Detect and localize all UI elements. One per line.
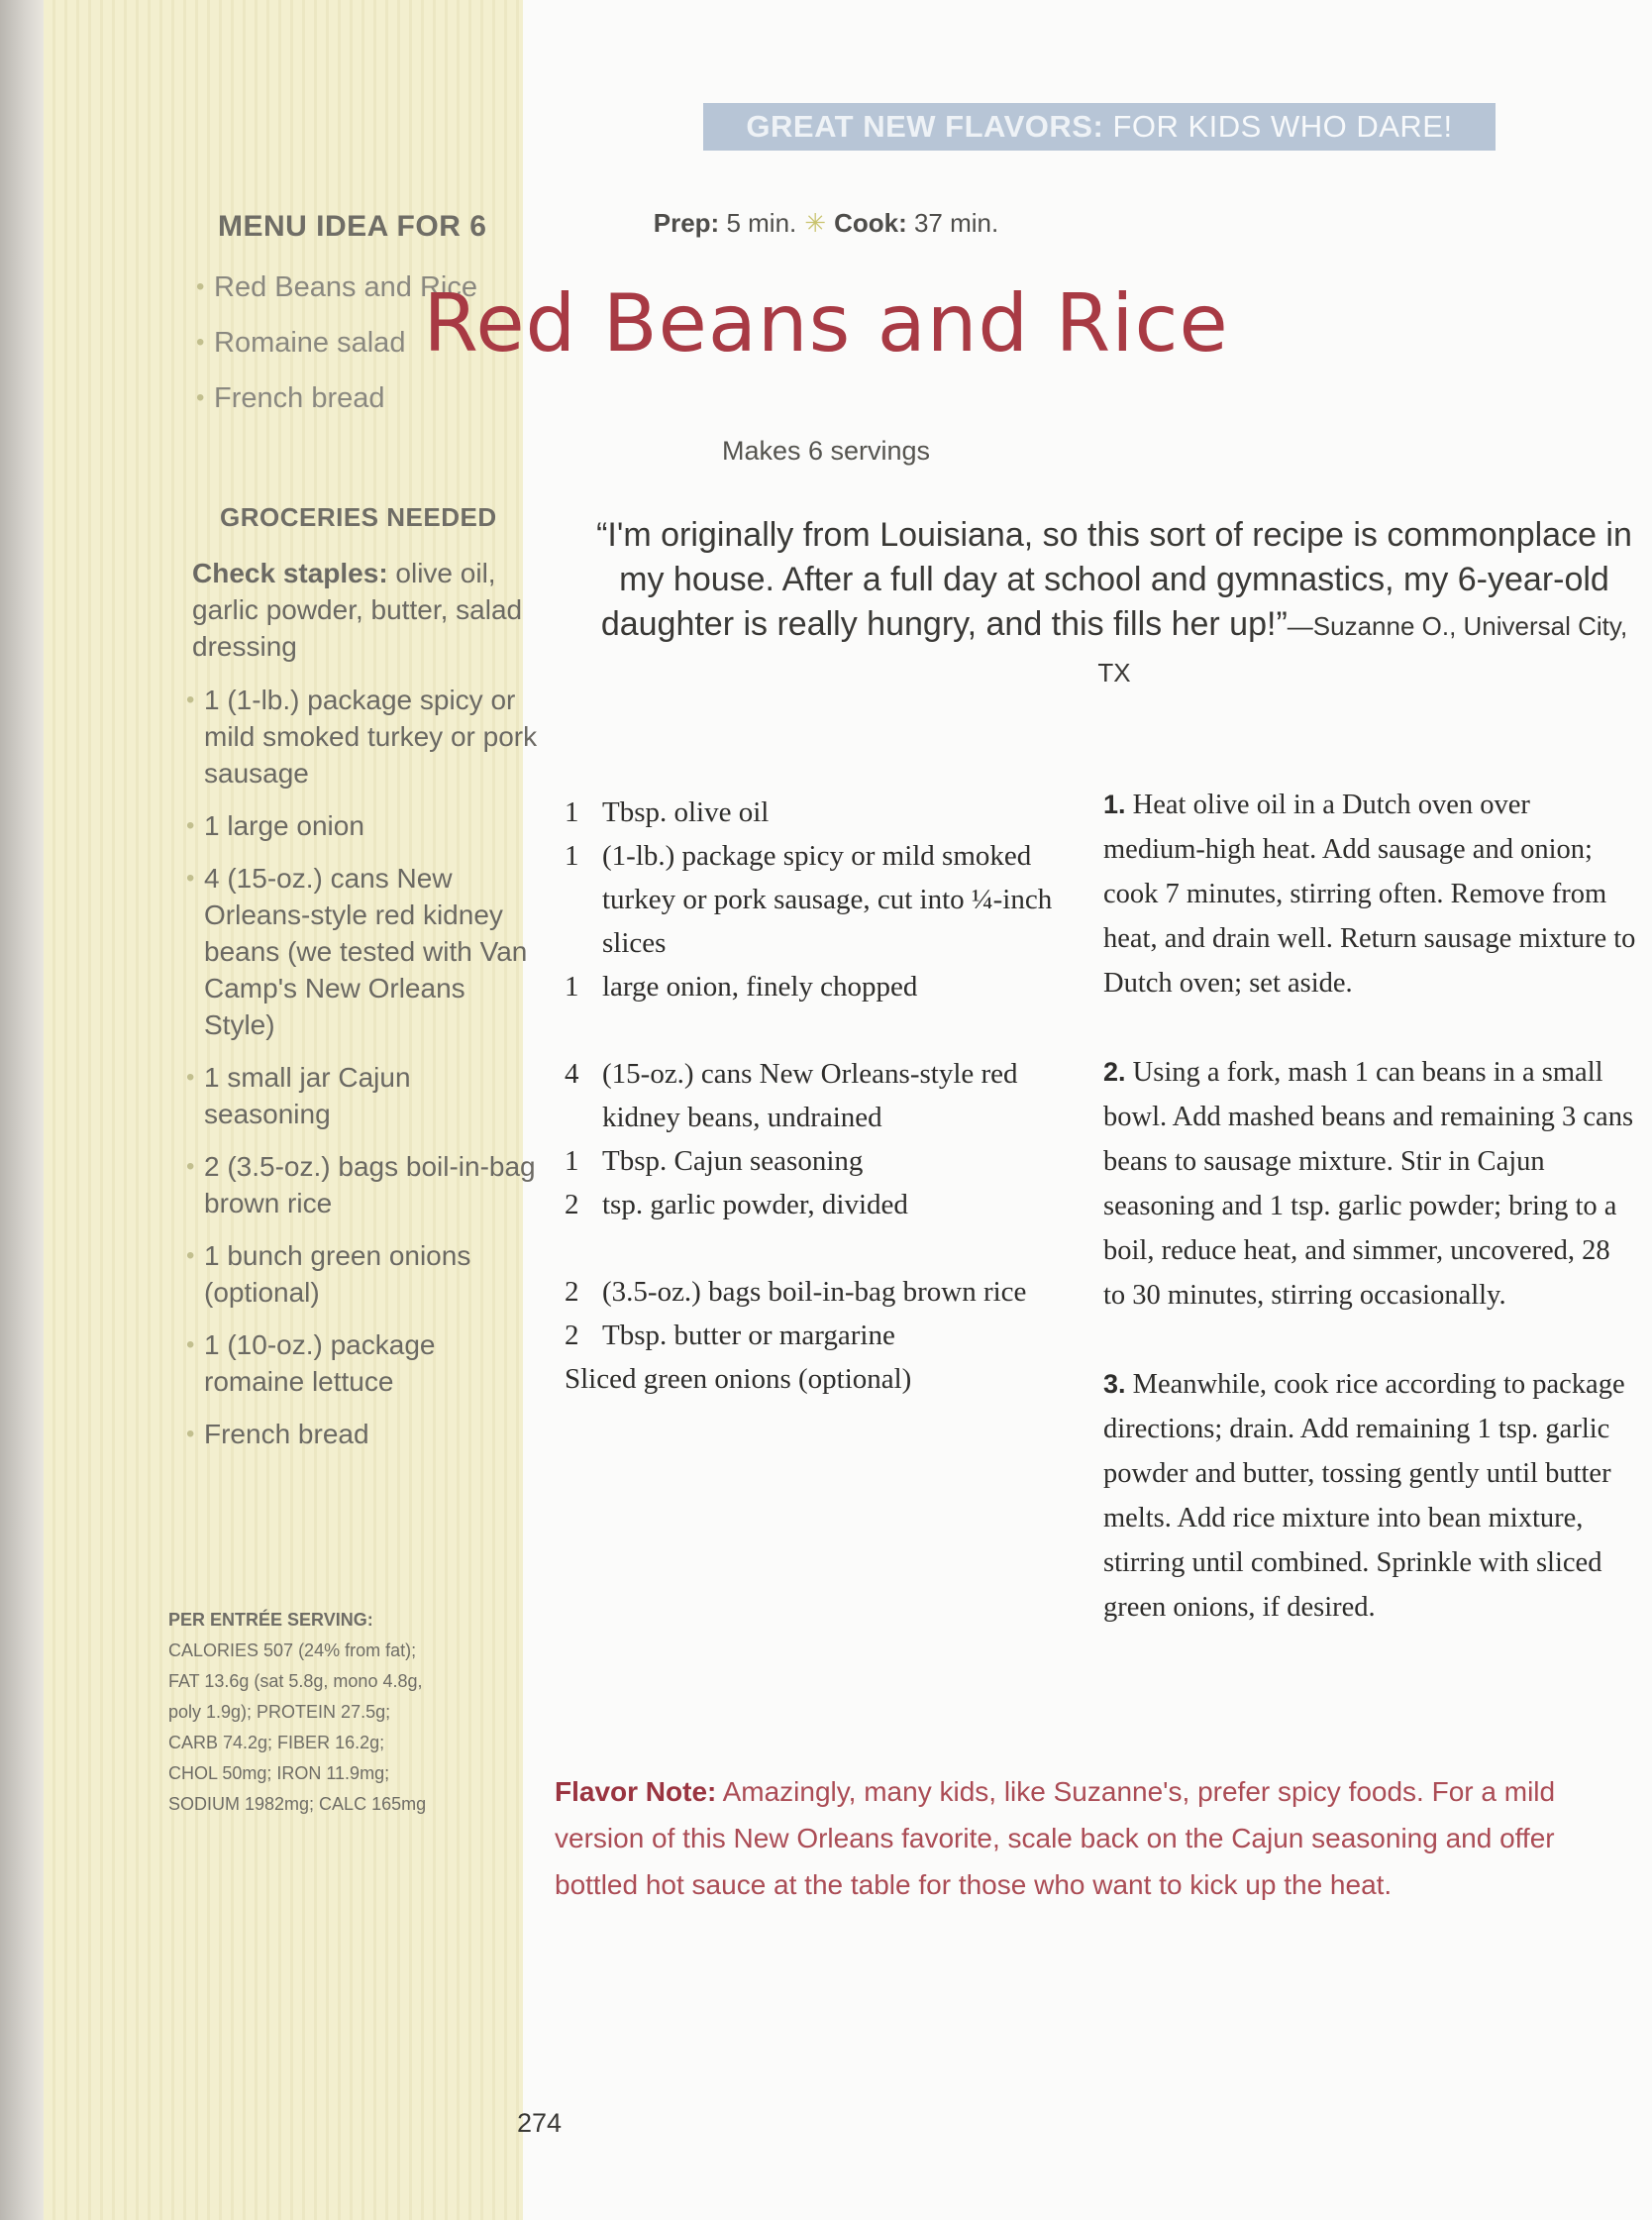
menu-item: • Romaine salad	[194, 315, 477, 370]
servings: Makes 6 servings	[721, 436, 931, 466]
grocery-item: • 1 (1-lb.) package spicy or mild smoked turkey or pork sausage	[184, 682, 541, 792]
groceries-list	[184, 682, 541, 1468]
menu-item: • Red Beans and Rice	[194, 260, 477, 315]
bullet-icon: •	[186, 812, 195, 839]
ingredient-item: 2 tsp. garlic powder, divided	[565, 1189, 908, 1220]
grocery-item: • 1 large onion	[184, 807, 541, 844]
grocery-item: • 2 (3.5-oz.) bags boil-in-bag brown rice	[184, 1148, 541, 1221]
ingredients-list	[565, 791, 1080, 1401]
bullet-icon: •	[186, 1331, 195, 1358]
section-banner: GREAT NEW FLAVORS: FOR KIDS WHO DARE!	[703, 103, 1496, 151]
bullet-icon: •	[186, 1242, 195, 1269]
bullet-icon: •	[196, 273, 205, 300]
grocery-item: • 1 (10-oz.) package romaine lettuce	[184, 1326, 541, 1400]
grocery-item: • 1 small jar Cajun seasoning	[184, 1059, 541, 1132]
menu-idea-heading: MENU IDEA FOR 6	[218, 210, 487, 243]
asterisk-icon: ✳	[804, 208, 827, 238]
groceries-heading: GROCERIES NEEDED	[220, 502, 497, 532]
quote-attribution: —Suzanne O., Universal City, TX	[1097, 611, 1628, 687]
grocery-item: • 1 bunch green onions (optional)	[184, 1237, 541, 1311]
bullet-icon: •	[186, 1064, 195, 1091]
grocery-item: • 4 (15-oz.) cans New Orleans-style red kidney beans (we tested with Van Camp's New Orleans Style)	[184, 860, 541, 1043]
ingredient-item: 2 (3.5-oz.) bags boil-in-bag brown rice	[565, 1276, 1027, 1308]
ingredient-item: 1 (1-lb.) package spicy or mild smoked turkey or pork sausage, cut into ¼-inch slices	[565, 840, 1053, 959]
ingredient-item: 1 Tbsp. Cajun seasoning	[565, 1145, 864, 1177]
bullet-icon: •	[186, 687, 195, 713]
nutrition-info: PER ENTRÉE SERVING: CALORIES 507 (24% from fat); FAT 13.6g (sat 5.8g, mono 4.8g, poly 1.9g); PROTEIN 27.5g; CARB 74.2g; FIBER 16.2g; CHOL 50mg; IRON 11.9mg; SODIUM 1982mg; CALC 165mg	[168, 1610, 427, 1814]
testimonial-quote: “I'm originally from Louisiana, so this sort of recipe is commonplace in my house. After a full day at school and gymnastics, my 6-year-old daughter is really hungry, and this fills her up!”—Suzanne O., Universal City, TX	[596, 516, 1632, 687]
bullet-icon: •	[196, 384, 205, 411]
staples-note: Check staples: olive oil, garlic powder, butter, salad dressing	[192, 558, 523, 662]
bullet-icon: •	[186, 1153, 195, 1180]
ingredient-item: 1 Tbsp. olive oil	[565, 796, 770, 828]
instructions	[1103, 783, 1638, 1674]
step-1: 1. Heat olive oil in a Dutch oven over medium-high heat. Add sausage and onion; cook 7 minutes, stirring often. Remove from heat, and drain well. Return sausage mixture to Dutch oven; set aside.	[1103, 790, 1636, 999]
grocery-item: • French bread	[184, 1416, 541, 1452]
ingredient-item: 4 (15-oz.) cans New Orleans-style red kidney beans, undrained	[565, 1058, 1018, 1133]
step-2: 2. Using a fork, mash 1 can beans in a small bowl. Add mashed beans and remaining 3 cans beans to sausage mixture. Stir in Cajun seasoning and 1 tsp. garlic powder; bring to a boil, reduce heat, and simmer, uncovered, 28 to 30 minutes, stirring occasionally.	[1103, 1057, 1634, 1311]
ingredient-item: 2 Tbsp. butter or margarine	[565, 1320, 895, 1351]
prep-cook-time: Prep: 5 min. ✳ Cook: 37 min.	[653, 208, 999, 238]
flavor-note: Flavor Note: Amazingly, many kids, like Suzanne's, prefer spicy foods. For a mild version of this New Orleans favorite, scale back on the Cajun seasoning and offer bottled hot sauce at the table for those who want to kick up the heat.	[555, 1776, 1556, 1900]
ingredient-item: Sliced green onions (optional)	[565, 1363, 912, 1395]
recipe-title: Red Beans and Rice	[423, 277, 1229, 370]
step-3: 3. Meanwhile, cook rice according to package directions; drain. Add remaining 1 tsp. garlic powder and butter, tossing gently until butter melts. Add rice mixture into bean mixture, stirring until combined. Sprinkle with sliced green onions, if desired.	[1103, 1369, 1625, 1623]
menu-item: • French bread	[194, 370, 477, 426]
page-number: 274	[517, 2108, 563, 2138]
ingredient-item: 1 large onion, finely chopped	[565, 971, 918, 1003]
bullet-icon: •	[186, 865, 195, 892]
bullet-icon: •	[186, 1421, 195, 1447]
bullet-icon: •	[196, 329, 205, 356]
